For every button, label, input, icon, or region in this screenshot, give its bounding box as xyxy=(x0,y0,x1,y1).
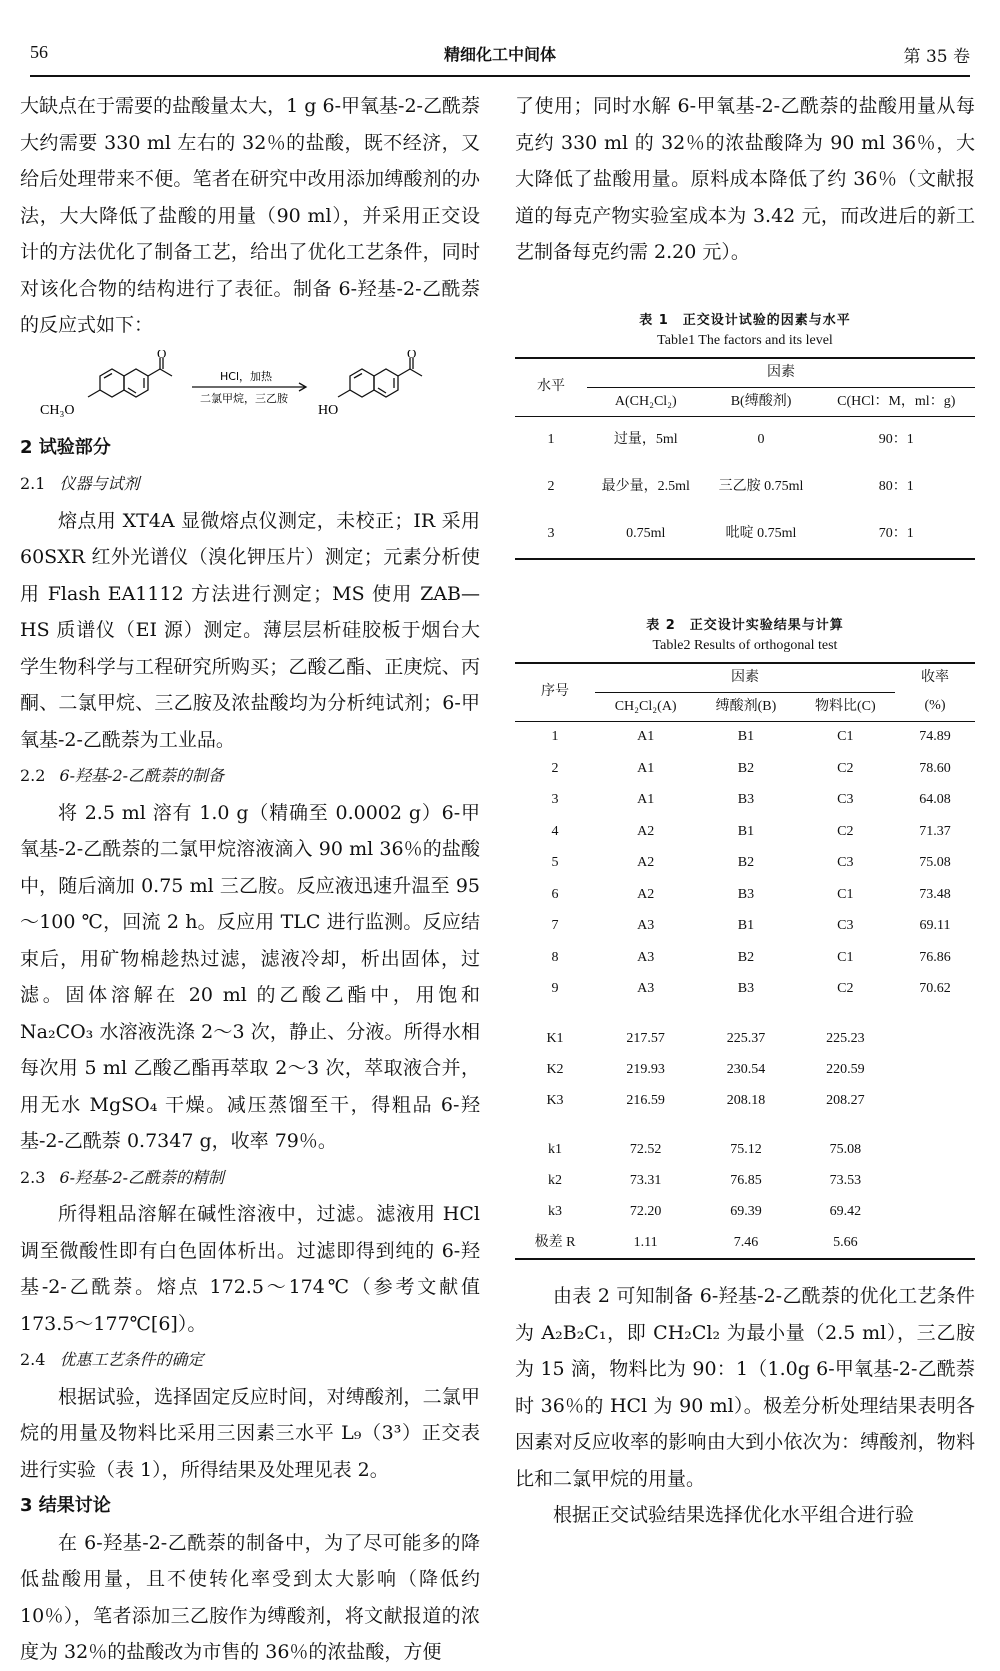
section-2-3-number: 2.3 xyxy=(20,1167,46,1187)
table-2-sum-b: 225.37 xyxy=(726,1030,766,1046)
table-2-mean-row xyxy=(515,1134,975,1165)
table-2-header-b: 缚酸剂(B) xyxy=(696,692,795,721)
section-2-1-title: 仪器与试剂 xyxy=(59,474,140,493)
table-2-sum-row xyxy=(515,1054,975,1085)
table-1-a-cell: 过量，5ml xyxy=(613,432,678,447)
table-2-b-cell: B1 xyxy=(737,918,755,934)
table-2-yield-cell: 75.08 xyxy=(919,855,951,871)
table-2-a-cell: A1 xyxy=(637,729,655,745)
table-2-a-cell: A2 xyxy=(637,855,655,871)
right-column xyxy=(515,88,975,1534)
section-2-1-number: 2.1 xyxy=(20,474,46,493)
table-2-mean-empty xyxy=(895,1165,975,1196)
table-2-sum-empty xyxy=(895,1054,975,1085)
table-2-sum-label: K2 xyxy=(546,1061,564,1077)
section-2-4-text: 根据试验，选择固定反应时间，对缚酸剂，二氯甲烷的用量及物料比采用三因素三水平 L₉（3³）正交表进行实验（表 1），所得结果及处理见表 2。 xyxy=(20,1385,480,1481)
table-2-a-cell: A2 xyxy=(637,823,655,839)
section-2-2-number: 2.2 xyxy=(20,766,46,785)
reactant-substituent: CH₃O xyxy=(40,402,75,418)
table-2-no-cell: 8 xyxy=(551,949,559,965)
table-1-level-cell: 1 xyxy=(547,432,555,447)
table-2-c-cell: C2 xyxy=(837,823,854,839)
table-1-level-cell: 2 xyxy=(547,479,555,494)
table-2-sum-b: 230.54 xyxy=(726,1061,766,1077)
table-2-sum-empty xyxy=(895,1023,975,1054)
table-2-row xyxy=(515,816,975,848)
table-2-yield-cell: 71.37 xyxy=(919,823,951,839)
table-2-header-pct: (%) xyxy=(895,692,975,721)
table-2-row xyxy=(515,753,975,785)
table-1-header-a: A(CH₂Cl₂) xyxy=(587,387,705,416)
table-2-sum-row xyxy=(515,1023,975,1054)
table-2-mean-a: 72.52 xyxy=(629,1141,662,1157)
reagent-bottom: 二氯甲烷，三乙胺 xyxy=(200,391,288,405)
table-2-row xyxy=(515,721,975,753)
table-2-no-cell: 1 xyxy=(551,729,559,745)
page-header xyxy=(0,0,1000,80)
table-2-a-cell: A3 xyxy=(637,949,655,965)
table-2-title-en: Table2 Results of orthogonal test xyxy=(652,637,838,653)
page-number: 56 xyxy=(30,42,48,62)
table-2-b-cell: B2 xyxy=(737,760,755,776)
table-2-mean-row xyxy=(515,1196,975,1227)
table-2-sum-label: K3 xyxy=(546,1092,564,1108)
table-2-yield-cell: 64.08 xyxy=(919,792,951,808)
intro-paragraph: 大缺点在于需要的盐酸量太大，1 g 6-甲氧基-2-乙酰萘大约需要 330 ml 左右的 32％的盐酸，既不经济，又给后处理带来不便。笔者在研究中改用添加缚酸剂的办法，大大降低了盐酸的用量（90 ml），并采用正交设计的方法优化了制备工艺，给出了优化工艺条件，同时对该化合物的结构进行了表征。制备 6-羟基-2-乙酰萘的反应式如下： xyxy=(20,95,480,336)
table-1-a-cell: 最少量，2.5ml xyxy=(601,479,690,494)
table-2-no-cell: 2 xyxy=(551,760,559,776)
table-1 xyxy=(515,357,975,560)
table-2-b-cell: B1 xyxy=(737,823,755,839)
table-2-row xyxy=(515,942,975,974)
table-2-b-cell: B3 xyxy=(737,886,755,902)
table-2-row xyxy=(515,911,975,943)
left-column xyxy=(20,88,480,1671)
table-2-mean-a: 1.11 xyxy=(595,1227,696,1259)
table-2-no-cell: 3 xyxy=(551,792,559,808)
table-2-spacer-cell xyxy=(515,1005,975,1023)
table-2-sum-c: 208.27 xyxy=(826,1092,865,1108)
table-2-row xyxy=(515,974,975,1006)
table-2-row xyxy=(515,848,975,880)
table-2-row xyxy=(515,785,975,817)
table-2-mean-row xyxy=(515,1165,975,1196)
table-1-c-cell: 70：1 xyxy=(818,511,976,559)
table-2-sum-row xyxy=(515,1085,975,1116)
table-2-title-cn: 表 2 正交设计实验结果与计算 xyxy=(646,617,844,633)
table-2-mean-a: 73.31 xyxy=(629,1172,662,1188)
table-1-header-level: 水平 xyxy=(515,358,587,417)
table-2-a-cell: A3 xyxy=(637,981,655,997)
table-2-sum-label: K1 xyxy=(546,1030,564,1046)
table-2-b-cell: B2 xyxy=(737,949,755,965)
table-2-yield-cell: 78.60 xyxy=(919,760,951,776)
continued-paragraph: 了使用；同时水解 6-甲氧基-2-乙酰萘的盐酸用量从每克约 330 ml 的 32％的浓盐酸降为 90 ml 36％，大大降低了盐酸用量。原料成本降低了约 36％（文献报道的每克产物实验室成本为 3.42 元，而改进后的新工艺制备每克约需 2.20 元）。 xyxy=(515,95,975,263)
table-2-mean-c: 69.42 xyxy=(829,1203,862,1219)
section-2-title: 2 试验部分 xyxy=(20,436,111,458)
table-2-header-factor: 因素 xyxy=(595,663,895,693)
table-1-b-cell: 0 xyxy=(757,432,765,447)
product-carbonyl-o: O xyxy=(407,349,417,361)
section-2-3-heading xyxy=(20,1160,480,1197)
table-2-no-cell: 4 xyxy=(551,823,559,839)
table-1-row xyxy=(515,464,975,511)
table-2-mean-label: k3 xyxy=(548,1203,562,1219)
section-2-1-heading xyxy=(20,466,480,503)
table-2-sum-c: 225.23 xyxy=(826,1030,865,1046)
table-1-row xyxy=(515,511,975,559)
table-1-header-b: B(缚酸剂) xyxy=(705,387,818,416)
journal-title: 精细化工中间体 xyxy=(443,45,556,64)
section-2-2-text: 将 2.5 ml 溶有 1.0 g（精确至 0.0002 g）6-甲氧基-2-乙酰萘的二氯甲烷溶液滴入 90 ml 36％的盐酸中，随后滴加 0.75 ml 三乙胺。反应液迅速升温至 95～100 ℃，回流 2 h。反应用 TLC 进行监测。反应结束后，用矿物棉趁热过滤，滤液冷却，析出固体，过滤。固体溶解在 20 ml 的乙酸乙酯中，用饱和 Na₂CO₃ 水溶液洗涤 2～3 次，静止、分液。所得水相每次用 5 ml 乙酸乙酯再萃取 2～3 次，萃取液合并，用无水 MgSO₄ 干燥。减压蒸馏至干，得粗品 6-羟基-2-乙酰萘 0.7347 g，收率 79％。 xyxy=(20,801,480,1152)
table-2-header-c: 物料比(C) xyxy=(796,692,895,721)
table-2-sum-a: 216.59 xyxy=(626,1092,665,1108)
section-2-2-title: 6-羟基-2-乙酰萘的制备 xyxy=(59,766,225,785)
product-substituent: HO xyxy=(318,402,339,418)
table-1-header-c: C(HCl：M，ml：g) xyxy=(818,387,976,416)
table-1-row xyxy=(515,416,975,464)
reactant-carbonyl-o: O xyxy=(157,349,167,361)
table-2-c-cell: C1 xyxy=(837,949,854,965)
table-2-b-cell: B1 xyxy=(737,729,755,745)
table-2-mean-b: 7.46 xyxy=(696,1227,795,1259)
table-2-c-cell: C1 xyxy=(837,886,854,902)
table-2-spacer xyxy=(515,1005,975,1023)
section-2-1-text: 熔点用 XT4A 显微熔点仪测定，未校正；IR 采用 60SXR 红外光谱仪（溴化钾压片）测定；元素分析使用 Flash EA1112 方法进行测定；MS 使用 ZAB—HS 质谱仪（EI 源）测定。薄层层析硅胶板于烟台大学生物科学与工程研究所购买；乙酸乙酯、正庚烷、丙酮、二氯甲烷、三乙胺及浓盐酸均为分析纯试剂；6-甲氧基-2-乙酰萘为工业品。 xyxy=(20,509,480,751)
reaction-scheme-drawing xyxy=(20,350,480,420)
reagent-top: HCl，加热 xyxy=(220,369,273,383)
table-2-mean-empty xyxy=(895,1227,975,1259)
table-2-yield-cell: 70.62 xyxy=(919,981,951,997)
conclusion-paragraph: 由表 2 可知制备 6-羟基-2-乙酰萘的优化工艺条件为 A₂B₂C₁，即 CH₂Cl₂ 为最小量（2.5 ml），三乙胺为 15 滴，物料比为 90：1（1.0g 6-甲氧基-2-乙酰萘时 36％的 HCl 为 90 ml）。极差分析处理结果表明各因素对反应收率的影响由大到小依次为：缚酸剂，物料比和二氯甲烷的用量。 xyxy=(515,1285,975,1490)
table-2-no-cell: 7 xyxy=(551,918,559,934)
table-1-a-cell: 0.75ml xyxy=(587,511,705,559)
table-2-sum-a: 217.57 xyxy=(626,1030,665,1046)
table-2-c-cell: C1 xyxy=(837,729,854,745)
table-2-mean-a: 72.20 xyxy=(629,1203,662,1219)
table-2-c-cell: C3 xyxy=(837,918,854,934)
table-2-a-cell: A1 xyxy=(637,760,655,776)
table-2-mean-label: k2 xyxy=(548,1172,562,1188)
table-2-mean-b: 69.39 xyxy=(730,1203,762,1219)
table-2-sum-a: 219.93 xyxy=(626,1061,665,1077)
table-2-mean-empty xyxy=(895,1196,975,1227)
table-2-a-cell: A1 xyxy=(637,792,655,808)
table-2 xyxy=(515,662,975,1261)
table-2-c-cell: C3 xyxy=(837,855,854,871)
table-2-c-cell: C2 xyxy=(837,981,854,997)
table-2-header-no: 序号 xyxy=(515,663,595,722)
table-2-mean-row xyxy=(515,1227,975,1259)
table-2-header-yield: 收率 xyxy=(895,663,975,693)
table-2-b-cell: B3 xyxy=(737,792,755,808)
header-rule xyxy=(30,75,970,77)
table-2-sum-c: 220.59 xyxy=(826,1061,865,1077)
section-2-4-title: 优惠工艺条件的确定 xyxy=(59,1350,204,1369)
table-1-level-cell: 3 xyxy=(515,511,587,559)
table-2-yield-cell: 73.48 xyxy=(919,886,951,902)
table-2-yield-cell: 69.11 xyxy=(919,918,951,934)
table-2-sum-b: 208.18 xyxy=(726,1092,766,1108)
table-2-a-cell: A3 xyxy=(637,918,655,934)
table-1-header-factor: 因素 xyxy=(587,358,975,388)
section-2-4-heading xyxy=(20,1342,480,1379)
table-2-mean-c: 75.08 xyxy=(829,1141,862,1157)
table-1-title-cn: 表 1 正交设计试验的因素与水平 xyxy=(639,312,851,328)
last-paragraph: 根据正交试验结果选择优化水平组合进行验 xyxy=(553,1504,915,1526)
table-2-sum-empty xyxy=(895,1085,975,1116)
table-2-row xyxy=(515,879,975,911)
section-3-text: 在 6-羟基-2-乙酰萘的制备中，为了尽可能多的降低盐酸用量，且不使转化率受到太大影响（降低约 10％），笔者添加三乙胺作为缚酸剂，将文献报道的浓度为 32％的盐酸改为市售的 36％的浓盐酸，方便 xyxy=(20,1531,480,1663)
table-1-c-cell: 90：1 xyxy=(878,432,914,447)
table-2-header-a: CH₂Cl₂(A) xyxy=(595,692,696,721)
table-1-title-en: Table1 The factors and its level xyxy=(657,332,833,348)
section-2-3-title: 6-羟基-2-乙酰萘的精制 xyxy=(59,1167,225,1187)
table-2-mean-b: 76.85 xyxy=(730,1172,762,1188)
table-2-mean-empty xyxy=(895,1134,975,1165)
table-2-c-cell: C3 xyxy=(837,792,854,808)
table-2-a-cell: A2 xyxy=(637,886,655,902)
table-2-mean-label: 极差 R xyxy=(515,1227,595,1259)
table-2-no-cell: 5 xyxy=(551,855,559,871)
table-1-c-cell: 80：1 xyxy=(878,479,914,494)
table-2-spacer-cell xyxy=(515,1116,975,1134)
table-2-no-cell: 6 xyxy=(551,886,559,902)
table-1-b-cell: 吡啶 0.75ml xyxy=(705,511,818,559)
table-2-mean-b: 75.12 xyxy=(730,1141,762,1157)
table-2-no-cell: 9 xyxy=(551,981,559,997)
table-2-yield-cell: 74.89 xyxy=(919,729,951,745)
table-2-yield-cell: 76.86 xyxy=(919,949,951,965)
table-2-mean-label: k1 xyxy=(548,1141,562,1157)
table-2-b-cell: B2 xyxy=(737,855,755,871)
table-2-b-cell: B3 xyxy=(737,981,755,997)
section-2-2-heading xyxy=(20,758,480,795)
section-3-title: 3 结果讨论 xyxy=(20,1495,111,1516)
table-2-mean-c: 5.66 xyxy=(796,1227,895,1259)
table-2-c-cell: C2 xyxy=(837,760,854,776)
volume-label: 第 35 卷 xyxy=(903,47,970,67)
section-2-4-number: 2.4 xyxy=(20,1350,46,1369)
table-2-spacer xyxy=(515,1116,975,1134)
table-2-mean-c: 73.53 xyxy=(829,1172,862,1188)
section-2-3-text: 所得粗品溶解在碱性溶液中，过滤。滤液用 HCl 调至微酸性即有白色固体析出。过滤即得到纯的 6-羟基-2-乙酰萘。熔点 172.5～174℃（参考文献值 173.5～177℃[6]）。 xyxy=(20,1203,480,1335)
reaction-scheme xyxy=(20,350,480,420)
table-1-b-cell: 三乙胺 0.75ml xyxy=(718,479,804,494)
